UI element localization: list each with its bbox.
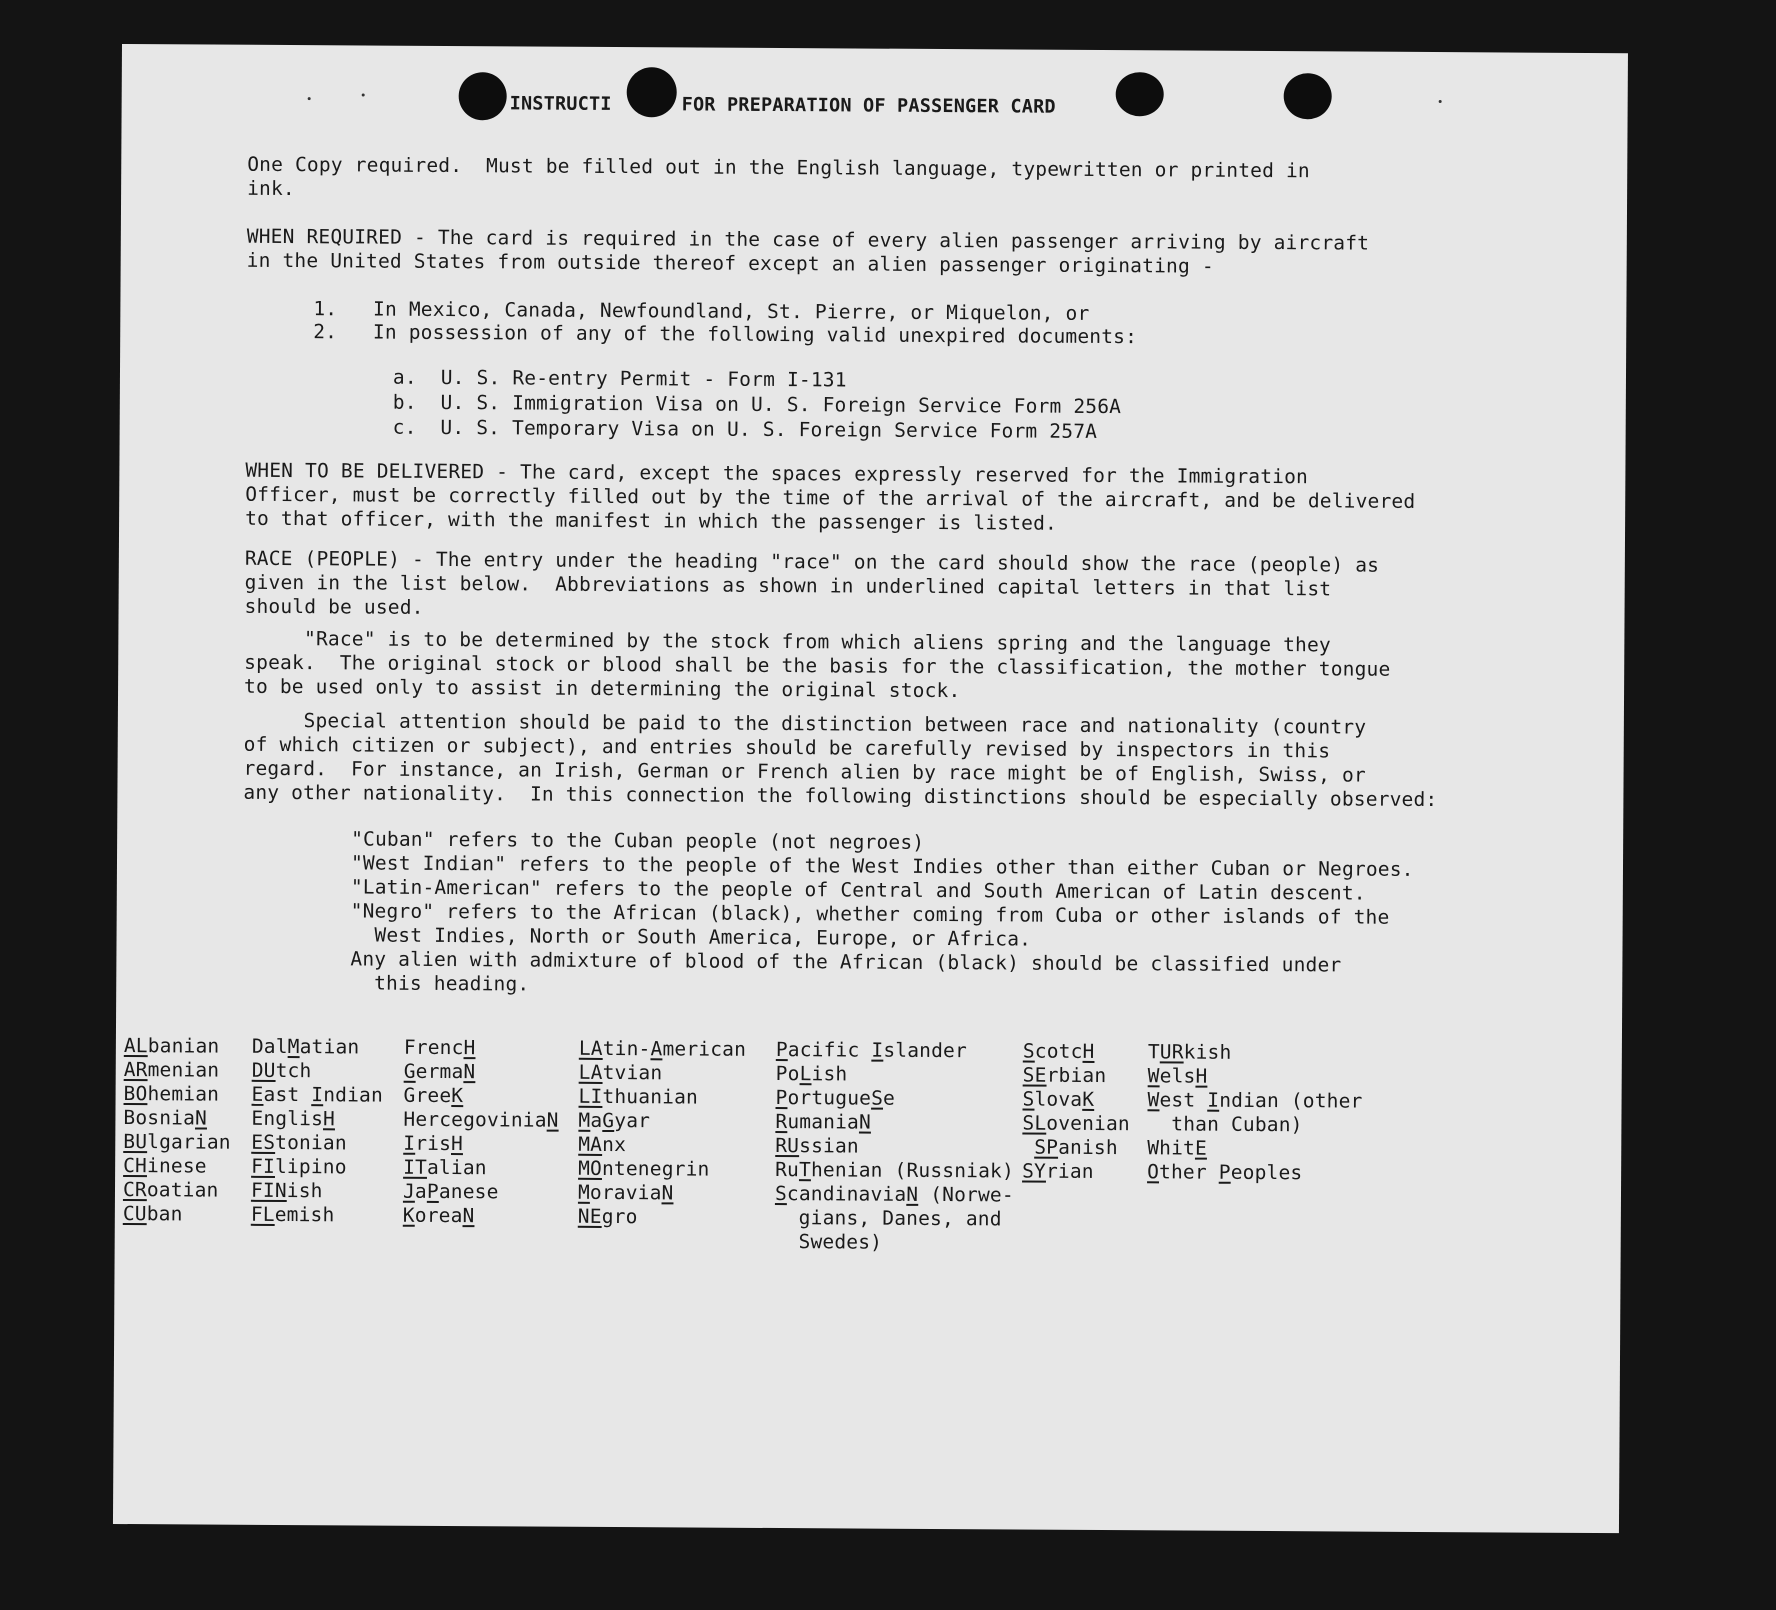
race-text: gro [601, 1204, 638, 1229]
race-entry [578, 1205, 745, 1230]
race-text: than Cuban) [1147, 1112, 1303, 1137]
race-entry [579, 1061, 746, 1086]
race-abbreviation: S [1022, 1039, 1035, 1063]
race-abbreviation: FIN [250, 1178, 287, 1203]
race-abbreviation: N [858, 1110, 872, 1134]
race-abbreviation: K [1082, 1087, 1095, 1111]
race-entry [1022, 1136, 1130, 1161]
race-abbreviation: W [1147, 1064, 1160, 1088]
race-abbreviation: LA [578, 1036, 603, 1060]
race-abbreviation: DU [251, 1058, 276, 1082]
sub-list-item: b. U. S. Immigration Visa on U. S. Foreign Service Form 256A [392, 390, 1122, 419]
race-entry [404, 1036, 559, 1061]
race-text: ther [1159, 1160, 1219, 1184]
race-entry [123, 1154, 231, 1179]
race-abbreviation: UR [1159, 1040, 1184, 1064]
race-abbreviation: J [402, 1179, 416, 1203]
race-entry [1147, 1136, 1362, 1161]
race-abbreviation: S [1022, 1087, 1035, 1111]
race-text: Dal [251, 1034, 288, 1059]
race-text: henian (Russniak) [810, 1158, 1015, 1183]
race-entry [578, 1157, 745, 1182]
race-text: (Norwe- [918, 1182, 1014, 1207]
race-abbreviation: A [650, 1037, 663, 1061]
race-entry [578, 1133, 745, 1158]
race-column [403, 1036, 559, 1229]
race-entry [251, 1155, 383, 1180]
race-abbreviation: IT [403, 1155, 428, 1179]
race-text: ssian [799, 1134, 859, 1158]
race-text: cotc [1034, 1039, 1083, 1063]
race-entry [775, 1206, 1014, 1231]
race-abbreviation: MA [578, 1132, 603, 1156]
list-item: 2. In possession of any of the following valid unexpired documents: [313, 320, 1138, 349]
race-abbreviation: E [251, 1082, 264, 1106]
race-abbreviation: NE [577, 1204, 602, 1228]
race-abbreviation: SY [1022, 1159, 1047, 1183]
race-abbreviation: MO [578, 1156, 603, 1180]
list-item: 1. In Mexico, Canada, Newfoundland, St. Pierre, or Miquelon, or [313, 297, 1090, 325]
race-abbreviation: H [323, 1107, 336, 1131]
para-when-delivered: WHEN TO BE DELIVERED - The card, except the spaces expressly reserved for the Immigration Officer, must be correctly filled out by the time of the arrival of the aircraft, and be delivered to that officer, with the manifest in which the passenger is listed. [245, 458, 1416, 535]
race-text: Swedes) [774, 1230, 883, 1254]
race-entry [124, 1082, 232, 1107]
race-entry [578, 1109, 745, 1134]
race-text: e [883, 1086, 896, 1110]
speck [308, 97, 311, 100]
race-abbreviation: I [1207, 1088, 1220, 1112]
race-text: ndian (other [1219, 1088, 1363, 1113]
race-entry [1022, 1088, 1130, 1113]
race-abbreviation: SP [1034, 1135, 1059, 1159]
race-entry [252, 1083, 384, 1108]
race-text: eoples [1230, 1160, 1303, 1185]
race-text: anish [1058, 1135, 1118, 1160]
race-abbreviation: G [403, 1059, 416, 1083]
race-entry [123, 1106, 231, 1131]
race-text: kish [1183, 1040, 1232, 1064]
race-text: menian [147, 1058, 220, 1082]
race-abbreviation: S [774, 1182, 788, 1206]
race-text: Whit [1147, 1136, 1196, 1160]
race-entry [403, 1204, 558, 1229]
race-abbreviation: P [426, 1179, 439, 1203]
race-entry [1147, 1112, 1362, 1137]
race-text: rian [1045, 1159, 1094, 1183]
race-text: emish [274, 1202, 335, 1227]
race-abbreviation: K [451, 1084, 464, 1108]
race-entry [251, 1203, 383, 1228]
race-abbreviation: BO [123, 1082, 148, 1106]
race-text: anese [438, 1179, 499, 1204]
speck [362, 93, 365, 96]
race-text: a [414, 1179, 427, 1203]
document-page [113, 44, 1628, 1533]
race-text: els [1159, 1064, 1196, 1088]
race-abbreviation: M [287, 1035, 300, 1059]
race-entry [775, 1110, 1014, 1135]
race-abbreviation: N [906, 1182, 919, 1206]
para-special-attention: Special attention should be paid to the distinction between race and nationality (country of which citizen or subject), and entries should be carefully revised by inspectors in this regard. For instance, an Irish, German or French alien by race might be of English, Swiss, or any other nationality. In this connection the following distinctions should be especially observed: [243, 708, 1438, 812]
race-abbreviation: CH [123, 1154, 148, 1178]
race-entry [404, 1084, 559, 1109]
race-abbreviation: E [1194, 1136, 1208, 1160]
race-abbreviation: FL [250, 1202, 275, 1226]
race-text: est [1159, 1088, 1208, 1112]
race-text: banian [147, 1034, 220, 1058]
race-entry [403, 1156, 558, 1181]
race-text: tin- [602, 1036, 651, 1061]
race-abbreviation: H [1082, 1039, 1095, 1063]
race-abbreviation: P [775, 1086, 788, 1110]
race-column [123, 1034, 232, 1227]
race-entry [124, 1034, 232, 1059]
race-abbreviation: SE [1022, 1063, 1047, 1087]
race-entry [251, 1131, 383, 1156]
race-entry [776, 1062, 1015, 1087]
race-text: acific [787, 1038, 872, 1062]
race-abbreviation: H [451, 1132, 464, 1156]
race-abbreviation: N [546, 1108, 559, 1132]
race-abbreviation: RU [775, 1134, 800, 1158]
race-entry [1147, 1160, 1362, 1185]
race-abbreviation: CR [122, 1178, 147, 1202]
race-entry [403, 1108, 558, 1133]
race-abbreviation: T [798, 1158, 812, 1182]
race-abbreviation: S [871, 1086, 884, 1110]
race-abbreviation: H [1195, 1064, 1208, 1088]
race-text: oatian [146, 1178, 219, 1202]
race-entry [252, 1059, 384, 1084]
race-text: ris [415, 1131, 452, 1156]
race-text: T [1147, 1040, 1160, 1064]
race-text: Frenc [403, 1035, 464, 1060]
race-entry [123, 1130, 231, 1155]
race-entry [775, 1182, 1014, 1207]
race-abbreviation: AL [123, 1034, 148, 1058]
race-entry [123, 1178, 231, 1203]
para-race: RACE (PEOPLE) - The entry under the heading "race" on the card should show the race (people) as given in the list below. Abbreviations as shown in underlined capital letters in that list should be used. [244, 546, 1380, 619]
race-entry [776, 1038, 1015, 1063]
para-race-determination: "Race" is to be determined by the stock from which aliens spring and the language they speak. The original stock or blood shall be the basis for the classification, the mother tongue to be used only to assist in determining the original stock. [244, 626, 1391, 703]
para-when-required: WHEN REQUIRED - The card is required in the case of every alien passenger arriving by aircraft in the United States from outside thereof except an alien passenger originating - [246, 224, 1370, 278]
race-text: merican [662, 1037, 747, 1061]
race-text: orea [414, 1203, 463, 1228]
race-text: oravia [589, 1180, 662, 1205]
race-abbreviation: M [577, 1180, 591, 1204]
race-entry [1023, 1064, 1131, 1089]
title-left: INSTRUCTI [509, 93, 612, 115]
race-text: Ru [775, 1158, 800, 1182]
punch-hole [459, 72, 507, 120]
race-abbreviation: LA [578, 1060, 603, 1084]
sub-list-item: c. U. S. Temporary Visa on U. S. Foreign Service Form 257A [392, 415, 1098, 443]
race-text: candinavia [786, 1182, 907, 1206]
race-text: Hercegovinia [403, 1107, 547, 1132]
race-text: yar [614, 1109, 651, 1133]
race-abbreviation: H [463, 1036, 476, 1060]
race-text: umania [787, 1110, 860, 1134]
race-text: ovenian [1046, 1111, 1130, 1136]
race-text: ast [263, 1082, 312, 1107]
race-column [775, 1038, 1015, 1255]
race-abbreviation: AR [123, 1058, 148, 1082]
race-text: ntenegrin [601, 1156, 710, 1181]
race-entry [776, 1086, 1015, 1111]
race-entry [1148, 1064, 1363, 1089]
race-entry [124, 1058, 232, 1083]
race-column [578, 1037, 746, 1230]
race-text: ban [146, 1202, 183, 1226]
race-column [251, 1035, 384, 1228]
race-entry [1022, 1112, 1130, 1137]
race-text: ortugue [787, 1086, 872, 1110]
sub-list-item: a. U. S. Re-entry Permit - Form I-131 [392, 365, 847, 392]
race-text: rbian [1046, 1063, 1107, 1088]
race-text: erma [415, 1059, 464, 1084]
race-abbreviation: N [195, 1106, 208, 1130]
race-text: gians, Danes, and [774, 1206, 1002, 1231]
race-entry [775, 1158, 1014, 1183]
speck [1439, 100, 1442, 103]
punch-hole [627, 67, 677, 117]
race-text: lgarian [147, 1130, 231, 1154]
race-text: a [590, 1108, 603, 1132]
race-entry [578, 1181, 745, 1206]
race-abbreviation: ES [251, 1130, 276, 1154]
race-abbreviation: P [775, 1038, 788, 1062]
distinctions-list: "Cuban" refers to the Cuban people (not negroes) "West Indian" refers to the people of the West Indies other than either Cuban or Negroes. "Latin-American" refers to the people of Central and South American of Latin descent. "Negro" refers to the African (black), whether coming from Cuba or other islands of the West Indies, North or South America, Europe, or Africa. Any alien with admixture of blood of the African (black) should be classified under this heading. [350, 827, 1414, 996]
punch-hole [1284, 73, 1332, 119]
race-entry [403, 1132, 558, 1157]
race-text: ish [286, 1179, 323, 1203]
race-text: tch [275, 1058, 312, 1083]
race-abbreviation: N [463, 1060, 476, 1084]
race-abbreviation: M [578, 1108, 591, 1132]
race-abbreviation: CU [122, 1202, 147, 1226]
race-entry [251, 1107, 383, 1132]
race-abbreviation: I [311, 1083, 324, 1107]
race-text: tvian [602, 1060, 663, 1085]
race-abbreviation: I [871, 1038, 884, 1062]
race-text: hemian [147, 1082, 220, 1106]
punch-hole [1116, 72, 1164, 116]
race-text: nx [602, 1132, 627, 1157]
race-column [1022, 1040, 1130, 1185]
race-text: slander [883, 1038, 968, 1063]
race-entry [579, 1085, 746, 1110]
race-entry [251, 1179, 383, 1204]
race-abbreviation: I [403, 1131, 416, 1155]
race-text: tonian [275, 1130, 347, 1155]
race-entry [775, 1230, 1014, 1255]
race-text: lipino [274, 1154, 347, 1179]
race-text: lova [1034, 1087, 1083, 1111]
race-text [1022, 1136, 1034, 1159]
race-entry [404, 1060, 559, 1085]
race-text: Gree [403, 1083, 452, 1108]
race-entry [403, 1180, 558, 1205]
race-entry [775, 1134, 1014, 1159]
race-abbreviation: R [775, 1110, 788, 1134]
race-text: ndian [323, 1083, 384, 1107]
race-text: Bosnia [123, 1106, 196, 1130]
race-text: ish [811, 1062, 848, 1086]
race-abbreviation: N [462, 1204, 475, 1228]
race-text: inese [146, 1154, 207, 1178]
race-text: thuanian [602, 1084, 699, 1109]
race-abbreviation: P [1218, 1160, 1231, 1184]
race-abbreviation: L [799, 1062, 812, 1086]
race-abbreviation: SL [1022, 1111, 1047, 1135]
race-abbreviation: BU [123, 1130, 148, 1154]
race-entry [1148, 1040, 1363, 1065]
race-entry [1023, 1040, 1131, 1065]
race-text: Englis [251, 1106, 324, 1131]
race-abbreviation: FI [251, 1154, 276, 1178]
race-abbreviation: K [402, 1203, 415, 1227]
race-column [1147, 1040, 1363, 1185]
race-abbreviation: LI [578, 1084, 603, 1108]
race-abbreviation: G [602, 1108, 615, 1133]
race-text: atian [299, 1035, 360, 1059]
race-text: alian [426, 1155, 487, 1180]
race-text: Po [775, 1062, 800, 1086]
race-entry [252, 1035, 384, 1060]
race-abbreviation: O [1147, 1160, 1160, 1184]
race-entry [1147, 1088, 1362, 1113]
race-entry [579, 1037, 746, 1062]
race-entry [123, 1202, 231, 1227]
race-entry [1022, 1160, 1130, 1185]
title-right: FOR PREPARATION OF PASSENGER CARD [681, 94, 1056, 118]
para-copy-required: One Copy required. Must be filled out in the English language, typewritten or printed in ink. [247, 152, 1310, 201]
race-abbreviation: N [661, 1181, 674, 1205]
race-abbreviation: W [1147, 1088, 1160, 1112]
